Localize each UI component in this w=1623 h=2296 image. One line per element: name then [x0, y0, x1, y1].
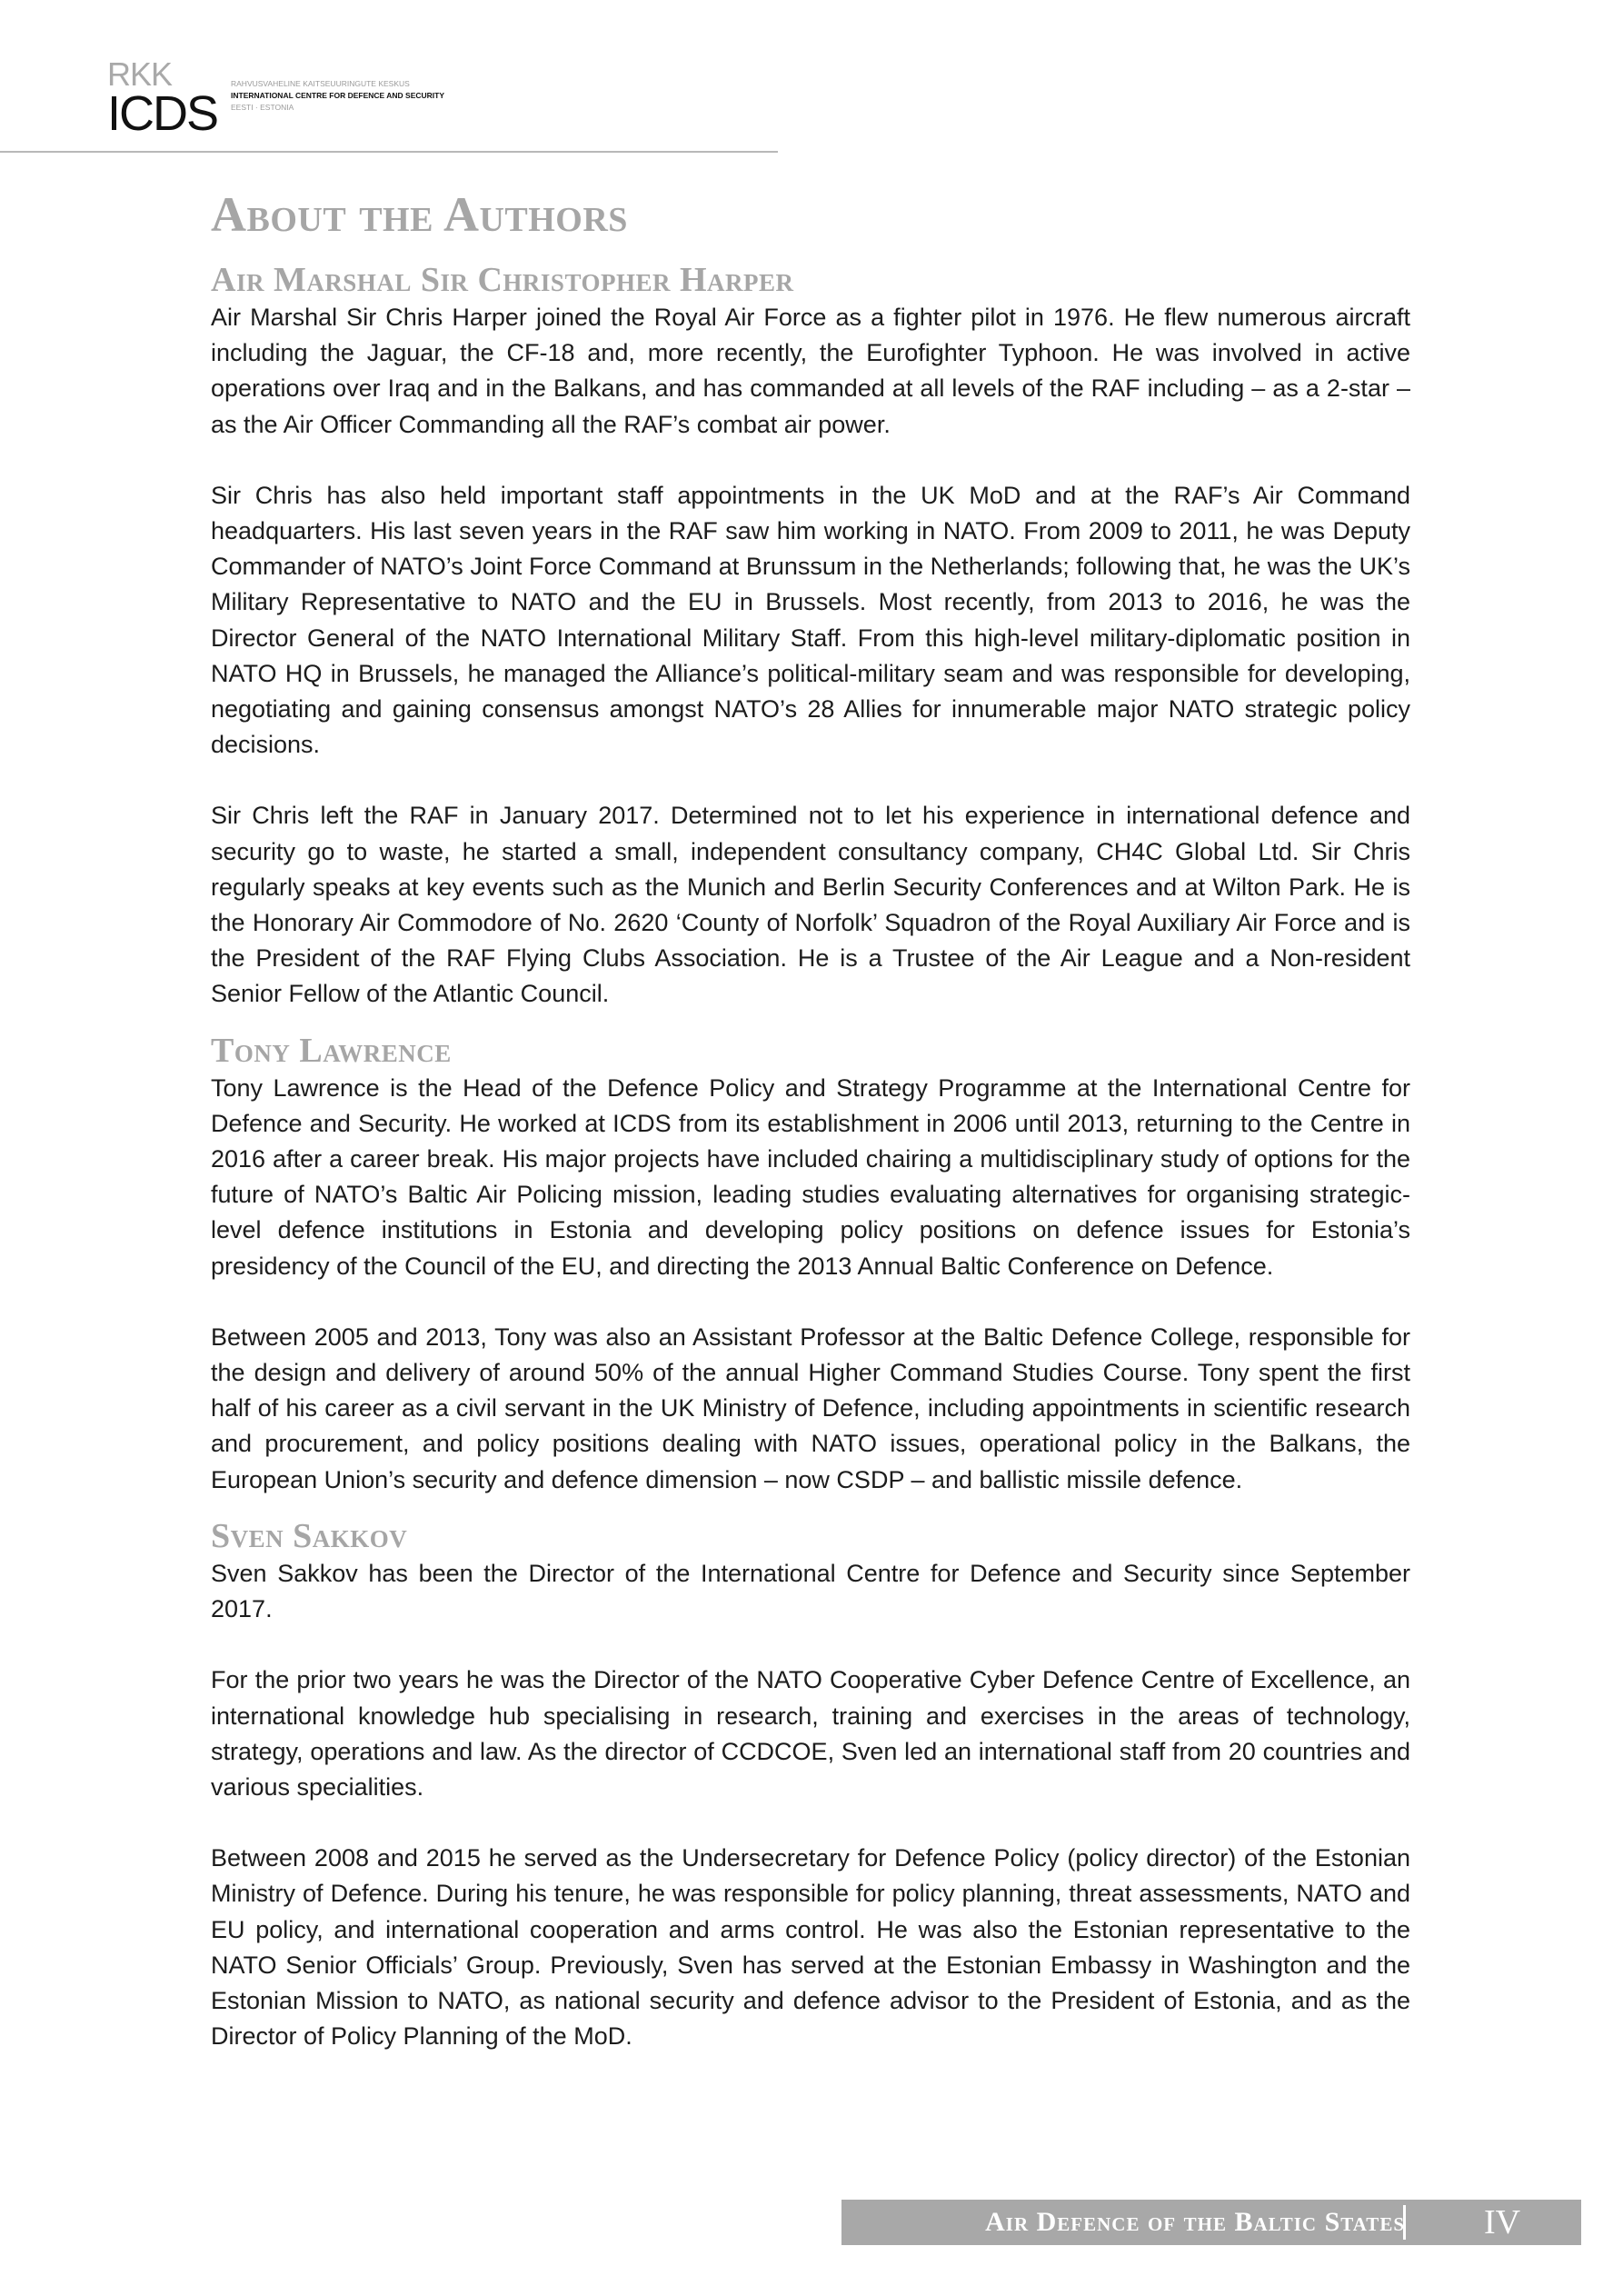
author-section-sakkov — [211, 1516, 1410, 2054]
author-section-lawrence — [211, 1031, 1410, 1498]
bio-paragraph: For the prior two years he was the Director of the NATO Cooperative Cyber Defence Centre of Excellence, an international knowledge hub specialising in research, training and exercises in the areas of technology, strategy, operations and law. As the director of CCDCOE, Sven led an international staff from 20 countries and various specialities. — [211, 1666, 1410, 1801]
bio-paragraph: Tony Lawrence is the Head of the Defence Policy and Strategy Programme at the International Centre for Defence and Security. He worked at ICDS from its establishment in 2006 until 2013, returning to the Centre in 2016 after a career break. His major projects have included chairing a multidisciplinary study of options for the future of NATO’s Baltic Air Policing mission, leading studies evaluating alternatives for organising strategic-level defence institutions in Estonia and developing policy positions on defence issues for Estonia’s presidency of the Council of the EU, and directing the 2013 Annual Baltic Conference on Defence. — [211, 1073, 1410, 1280]
bio-paragraph: Between 2005 and 2013, Tony was also an Assistant Professor at the Baltic Defence College, responsible for the design and delivery of around 50% of the annual Higher Command Studies Course. Tony spent the first half of his career as a civil servant in the UK Ministry of Defence, including appointments in scientific research and procurement, and policy positions dealing with NATO issues, operational policy in the Balkans, the European Union’s security and defence dimension – now CSDP – and ballistic missile defence. — [211, 1323, 1410, 1493]
logo-line-country: EESTI · ESTONIA — [231, 103, 294, 112]
logo-org-name — [231, 78, 444, 114]
icds-logo — [107, 55, 580, 145]
logo-icds-text: ICDS — [107, 86, 218, 141]
page-title: About the Authors — [211, 187, 628, 242]
header-divider — [0, 151, 778, 153]
bio-paragraph: Sir Chris left the RAF in January 2017. Determined not to let his experience in international defence and security go to waste, he started a small, independent consultancy company, CH4C Global Ltd. Sir Chris regularly speaks at key events such as the Munich and Berlin Security Conferences and at Wilton Park. He is the Honorary Air Commodore of No. 2620 ‘County of Norfolk’ Squadron of the Royal Auxiliary Air Force and is the President of the RAF Flying Clubs Association. He is a Trustee of the Air League and a Non-resident Senior Fellow of the Atlantic Council. — [211, 802, 1410, 1008]
bio-paragraph: Between 2008 and 2015 he served as the Undersecretary for Defence Policy (policy director) of the Estonian Ministry of Defence. During his tenure, he was responsible for policy planning, threat assessments, NATO and EU policy, and international cooperation and arms control. He was also the Estonian representative to the NATO Senior Officials’ Group. Previously, Sven has served at the Estonian Embassy in Washington and the Estonian Mission to NATO, as national security and defence advisor to the President of Estonia, and as the Director of Policy Planning of the MoD. — [211, 1844, 1410, 2051]
bio-paragraph: Air Marshal Sir Chris Harper joined the Royal Air Force as a fighter pilot in 1976. He flew numerous aircraft including the Jaguar, the CF-18 and, more recently, the Eurofighter Typhoon. He was involved in active operations over Iraq and in the Balkans, and has commanded at all levels of the RAF including – as a 2-star – as the Air Officer Commanding all the RAF’s combat air power. — [211, 304, 1410, 438]
bio-paragraph: Sven Sakkov has been the Director of the International Centre for Defence and Security since September 2017. — [211, 1559, 1410, 1623]
page-footer — [841, 2200, 1581, 2245]
author-name: Air Marshal Sir Christopher Harper — [211, 261, 794, 299]
logo-line-english: INTERNATIONAL CENTRE FOR DEFENCE AND SECURITY — [231, 91, 445, 100]
author-section-harper — [211, 260, 1410, 1013]
footer-divider — [1403, 2205, 1406, 2240]
page-content — [211, 178, 1410, 2054]
logo-line-estonian: RAHVUSVAHELINE KAITSEUURINGUTE KESKUS — [231, 79, 410, 88]
page-number: IV — [1483, 2203, 1521, 2241]
author-name: Sven Sakkov — [211, 1516, 408, 1555]
logo-rkk-text: RKK — [107, 55, 173, 93]
footer-publication-title: Air Defence of the Baltic States — [985, 2207, 1405, 2237]
bio-paragraph: Sir Chris has also held important staff appointments in the UK MoD and at the RAF’s Air Command headquarters. His last seven years in the RAF saw him working in NATO. From 2009 to 2011, he was Deputy Commander of NATO’s Joint Force Command at Brunssum in the Netherlands; following that, he was the UK’s Military Representative to NATO and the EU in Brussels. Most recently, from 2013 to 2016, he was the Director General of the NATO International Military Staff. From this high-level military-diplomatic position in NATO HQ in Brussels, he managed the Alliance’s political-military seam and was responsible for developing, negotiating and gaining consensus amongst NATO’s 28 Allies for innumerable major NATO strategic policy decisions. — [211, 481, 1410, 759]
author-name: Tony Lawrence — [211, 1031, 452, 1070]
